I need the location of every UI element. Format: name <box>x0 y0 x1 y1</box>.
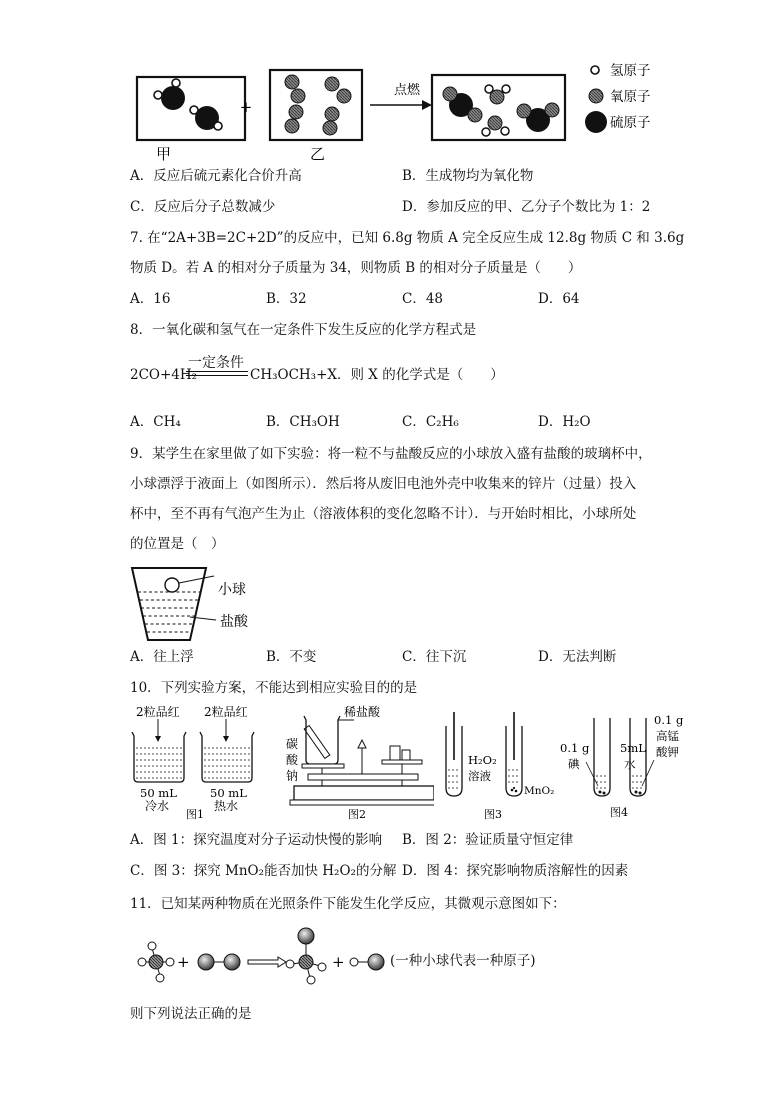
q10-option-a: A．图 1：探究温度对分子运动快慢的影响 <box>130 832 383 848</box>
q8-option-c: C．C₂H₆ <box>402 414 459 430</box>
q10-option-b: B．图 2：验证质量守恒定律 <box>402 832 574 848</box>
label-ball: 小球 <box>218 582 246 598</box>
reactant-molecule-1 <box>138 942 174 982</box>
q6-option-b: B．生成物均为氧化物 <box>402 168 534 184</box>
fig4-tube-left <box>594 718 610 796</box>
q11-note: (一种小球代表一种原子) <box>390 953 536 969</box>
q9-stem-line4: 的位置是（ ） <box>130 536 225 552</box>
fig2-beaker <box>304 716 340 764</box>
q10-fig3 <box>440 708 560 820</box>
sulfur-atom-icon <box>585 111 607 133</box>
q8-option-b: B．CH₃OH <box>266 414 340 430</box>
arrow-icon <box>248 957 286 967</box>
fig3-caption: 图3 <box>484 808 502 820</box>
q8-option-d: D．H₂O <box>538 414 591 430</box>
fig1-drop-label-2: 2粒品红 <box>204 705 248 719</box>
q8-equation-right: CH₃OCH₃+X．则 X 的化学式是（ ） <box>250 367 504 383</box>
q10-fig1 <box>128 702 276 820</box>
h2s-molecule <box>190 106 222 130</box>
q9-cup-diagram <box>128 562 268 644</box>
q10-option-c: C．图 3：探究 MnO₂能否加快 H₂O₂的分解 <box>130 863 397 879</box>
label-jia: 甲 <box>156 145 172 163</box>
fig4-iodine-mass: 0.1 g <box>560 741 590 755</box>
q7-option-c: C．48 <box>402 291 444 307</box>
fig2-salt-char-1: 碳 <box>286 737 299 751</box>
fig2-salt-char-3: 钠 <box>286 769 299 783</box>
product-molecule-2 <box>350 954 384 970</box>
fig1-drop-label-1: 2粒品红 <box>136 705 180 719</box>
fig4-water-label: 水 <box>624 757 636 771</box>
fig4-iodine-label: 碘 <box>568 757 580 771</box>
q10-fig2 <box>282 702 434 820</box>
fig2-balance-pan-right <box>382 760 422 764</box>
arrow-label: 点燃 <box>394 83 421 98</box>
fig4-kmno4-label-2: 酸钾 <box>656 745 679 759</box>
q6-option-a: A．反应后硫元素化合价升高 <box>130 168 302 184</box>
reactant-molecule-2 <box>198 954 240 970</box>
o2-molecule <box>285 105 303 133</box>
q9-option-b: B．不变 <box>266 649 317 665</box>
fig4-kmno4-mass: 0.1 g <box>654 713 684 727</box>
q11-follow: 则下列说法正确的是 <box>130 1006 252 1022</box>
fig1-water-hot: 热水 <box>214 799 239 813</box>
product-molecule-1 <box>286 928 326 984</box>
o2-molecule <box>325 77 351 103</box>
fig2-acid-label: 稀盐酸 <box>344 705 381 719</box>
box-yi <box>270 70 362 140</box>
q10-option-d: D．图 4：探究影响物质溶解性的因素 <box>402 863 629 879</box>
q9-stem-line2: 小球漂浮于液面上（如图所示）．然后将从废旧电池外壳中收集来的锌片（过量）投入 <box>130 476 637 492</box>
q6-option-c: C．反应后分子总数减少 <box>130 199 276 215</box>
q9-option-a: A．往上浮 <box>130 649 194 665</box>
arrow-head-icon <box>422 100 432 110</box>
so2-molecule <box>517 103 559 132</box>
svg-text:+: + <box>177 953 190 971</box>
h2s-molecule <box>154 79 185 110</box>
o2-molecule <box>323 107 339 135</box>
so2-molecule <box>443 87 482 122</box>
q7-option-a: A．16 <box>130 291 171 307</box>
fig2-salt-char-2: 酸 <box>286 753 299 767</box>
h2o-molecule <box>482 116 509 136</box>
q9-option-d: D．无法判断 <box>538 649 617 665</box>
q7-option-b: B．32 <box>266 291 307 307</box>
legend-oxygen: 氧原子 <box>610 89 651 105</box>
fig1-vol-1: 50 mL <box>140 786 177 800</box>
q6-reaction-diagram <box>120 50 680 165</box>
q11-stem: 11．已知某两种物质在光照条件下能发生化学反应，其微观示意图如下： <box>130 896 566 912</box>
q10-fig4 <box>560 712 690 820</box>
q11-reaction-diagram <box>128 922 408 994</box>
small-ball-icon <box>165 578 179 592</box>
label-yi: 乙 <box>310 145 326 163</box>
q7-stem-line2: 物质 D。若 A 的相对分子质量为 34，则物质 B 的相对分子质量是（ ） <box>130 260 582 276</box>
fig4-kmno4-label-1: 高锰 <box>656 729 679 743</box>
q8-condition: 一定条件 <box>188 355 244 371</box>
fig2-test-tube <box>304 726 330 759</box>
legend <box>585 63 651 133</box>
q8-option-a: A．CH₄ <box>130 414 181 430</box>
q8-stem: 8．一氧化碳和氢气在一定条件下发生反应的化学方程式是 <box>130 322 477 338</box>
fig4-water-volume: 5mL <box>620 741 646 755</box>
fig2-balance-beam <box>308 774 418 780</box>
q10-stem: 10．下列实验方案，不能达到相应实验目的的是 <box>130 680 418 696</box>
label-acid: 盐酸 <box>220 614 248 630</box>
fig3-h2o2-label: H₂O₂ <box>468 753 497 767</box>
q8-equation-left: 2CO+4H₂ <box>130 367 198 383</box>
q6-option-d: D．参加反应的甲、乙分子个数比为 1：2 <box>402 199 651 215</box>
fig1-water-cold: 冷水 <box>145 799 170 813</box>
o2-molecule <box>285 75 305 103</box>
legend-sulfur: 硫原子 <box>610 115 651 131</box>
plus-sign: + <box>239 98 253 116</box>
q9-stem-line1: 9．某学生在家里做了如下实验：将一粒不与盐酸反应的小球放入盛有盐酸的玻璃杯中， <box>130 446 652 462</box>
q7-stem-line1: 7. 在“2A+3B=2C+2D”的反应中，已知 6.8g 物质 A 完全反应生成 12.8g 物质 C 和 3.6g <box>130 230 685 246</box>
h2o-molecule <box>485 85 510 104</box>
fig2-balance-base <box>294 786 434 800</box>
fig1-vol-2: 50 mL <box>210 786 247 800</box>
legend-hydrogen: 氢原子 <box>610 63 651 79</box>
q7-option-d: D．64 <box>538 291 580 307</box>
fig4-caption: 图4 <box>610 806 628 819</box>
fig3-mno2-label: MnO₂ <box>524 785 555 797</box>
hydrogen-atom-icon <box>591 66 599 74</box>
svg-text:+: + <box>332 953 345 971</box>
fig2-balance-pan-left <box>302 764 344 768</box>
fig1-caption: 图1 <box>186 808 204 820</box>
oxygen-atom-icon <box>589 89 603 103</box>
fig3-solution-label: 溶液 <box>468 769 491 783</box>
q9-option-c: C．往下沉 <box>402 649 467 665</box>
fig2-caption: 图2 <box>348 808 366 820</box>
q9-stem-line3: 杯中，至不再有气泡产生为止（溶液体积的变化忽略不计）．与开始时相比，小球所处 <box>130 506 637 522</box>
